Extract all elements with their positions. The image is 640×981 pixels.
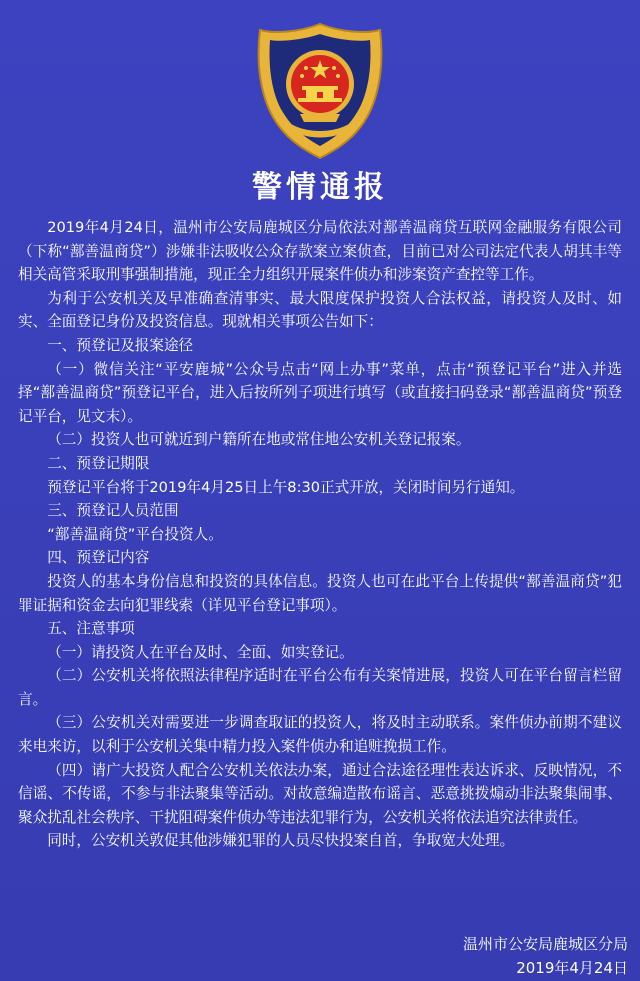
paragraph-intro: 2019年4月24日，温州市公安局鹿城区分局依法对鄯善温商贷互联网金融服务有限公司（下称“鄯善温商贷”）涉嫌非法吸收公众存款案立案侦查，目前已对公司法定代表人胡其丰等相关高管采取刑事强制措施，现正全力组织开展案件侦办和涉案资产查控等工作。 xyxy=(18,219,622,284)
item-5-1: （一）请投资人在平台及时、全面、如实登记。 xyxy=(47,643,354,661)
item-4: 投资人的基本身份信息和投资的具体信息。投资人也可在此平台上传提供“鄯善温商贷”犯罪证据和资金去向犯罪线索（详见平台登记事项）。 xyxy=(18,572,622,614)
section-heading-4: 四、预登记内容 xyxy=(47,549,150,567)
signature-date: 2019年4月24日 xyxy=(516,959,628,977)
item-3: “鄯善温商贷”平台投资人。 xyxy=(47,525,223,543)
section-heading-1: 一、预登记及报案途径 xyxy=(47,336,194,354)
section-heading-2: 二、预登记期限 xyxy=(47,454,150,472)
section-heading-5: 五、注意事项 xyxy=(47,620,135,638)
signature-block xyxy=(463,932,628,980)
signature-org: 温州市公安局鹿城区分局 xyxy=(462,935,628,953)
item-2: 预登记平台将于2019年4月25日上午8:30正式开放，关闭时间另行通知。 xyxy=(47,478,525,496)
item-1-1: （一）微信关注“平安鹿城”公众号点击“网上办事”菜单，点击“预登记平台”进入并选择“鄯善温商贷”预登记平台，进入后按所列子项进行填写（或直接扫码登录“鄯善温商贷”预登记平台，见文末）。 xyxy=(18,360,622,425)
notice-body xyxy=(18,216,622,853)
item-5-2: （二）公安机关将依照法律程序适时在平台公布有关案情进展，投资人可在平台留言栏留言。 xyxy=(18,667,622,708)
paragraph-closing: 同时，公安机关敦促其他涉嫌犯罪的人员尽快投案自首，争取宽大处理。 xyxy=(47,832,515,850)
section-heading-3: 三、预登记人员范围 xyxy=(47,502,179,520)
item-1-2: （二）投资人也可就近到户籍所在地或常住地公安机关登记报案。 xyxy=(47,431,471,449)
police-emblem-icon xyxy=(248,18,392,162)
item-5-3: （三）公安机关对需要进一步调查取证的投资人，将及时主动联系。案件侦办前期不建议来电来访，以利于公安机关集中精力投入案件侦办和追赃挽损工作。 xyxy=(18,714,622,756)
emblem-container xyxy=(0,18,640,168)
item-5-4: （四）请广大投资人配合公安机关依法办案，通过合法途径理性表达诉求、反映情况，不信谣、不传谣，不参与非法聚集等活动。对故意编造散布谣言、恶意挑拨煽动非法聚集闹事、聚众扰乱社会秩序、干扰阻碍案件侦办等违法犯罪行为，公安机关将依法追究法律责任。 xyxy=(18,761,622,826)
paragraph-request: 为利于公安机关及早准确查清事实、最大限度保护投资人合法权益，请投资人及时、如实、全面登记身份及投资信息。现就相关事项公告如下： xyxy=(18,289,622,331)
notice-title: 警情通报 xyxy=(252,170,388,205)
